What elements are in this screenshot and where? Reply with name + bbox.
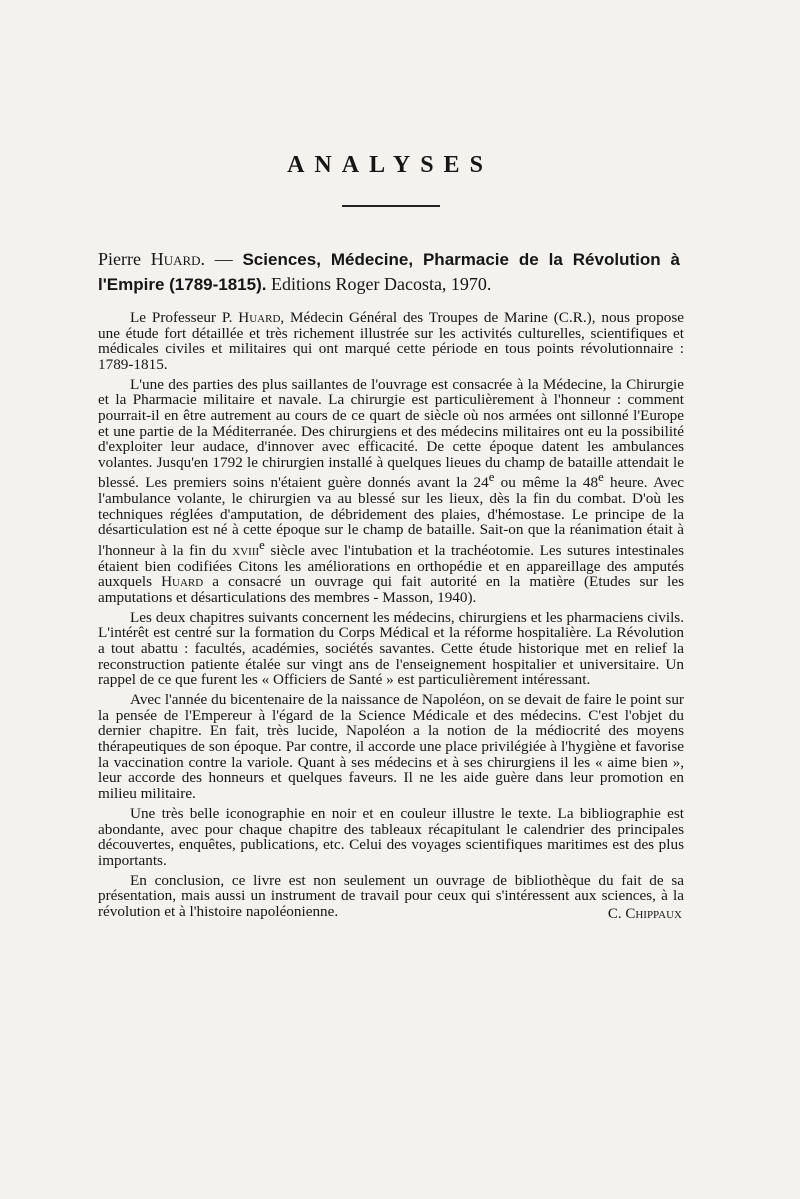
paragraph-2-text-b: ou même la 48 bbox=[494, 474, 599, 492]
paragraph-1-text-b: , Médecin Général des Troupes de Marine (C.R.), nous propose une étude fort détaillée et très richement illustrée sur les activités culturelles, scientifiques et médicales civiles et militaires qui ont marqué cette période en tous points révolutionnaire : 1789-1815. bbox=[98, 309, 684, 373]
paragraph-1 bbox=[98, 310, 684, 372]
reviewer-signature bbox=[560, 906, 682, 923]
paragraph-1-text-a: Le Professeur P. bbox=[130, 309, 239, 326]
paragraph-3: Les deux chapitres suivants concernent les médecins, chirurgiens et les pharmaciens civils. L'intérêt est centré sur la formation du Corps Médical et la réforme hospitalière. La Révolution a tout abattu : facultés, académies, sociétés savantes. Cette étude historique met en relief la reconstruction patiente étalée sur vingt ans de l'enseignement hospitalier et universitaire. Un rappel de ce que furent les « Officiers de Santé » est particulièrement intéressant. bbox=[98, 608, 684, 689]
heading-divider bbox=[342, 205, 440, 207]
review-body bbox=[98, 310, 684, 924]
signature-name: Chippaux bbox=[625, 906, 682, 922]
paragraph-2-century: xviii bbox=[232, 541, 260, 559]
paragraph-2-text-c: heure. Avec l'ambulance volante, le chirurgien va au blessé sur les lieux, dès la fin du combat. D'où les techniques réglées d'amputation, de débridement des plaies, d'hémostase. Le principe de la désarticulation est né à cette époque sur le champ de bataille. Sait-on que la réanimation était à l'honneur à la fin du bbox=[98, 474, 684, 559]
paragraph-5: Une très belle iconographie en noir et en couleur illustre le texte. La bibliographie est abondante, avec pour chaque chapitre des tableaux récapitulant le calendrier des principales découvertes, enquêtes, publications, etc. Celui des voyages scientifiques maritimes est des plus importants. bbox=[98, 804, 684, 869]
paragraph-2-text-a: L'une des parties des plus saillantes de l'ouvrage est consacrée à la Médecine, la Chirurgie et la Pharmacie militaire et navale. La chirurgie est particulièrement à l'honneur : comment pourrait-il en être autrement au cours de ce quart de siècle où nos armées ont sillonné l'Europe et une partie de la Méditerranée. Des chirurgiens et des médecins militaires ont eu la possibilité d'exploiter leur audace, d'innover avec efficacité. De cette époque datent les ambulances volantes. Jusqu'en 1792 le chirurgien installé à quelques lieues du champ de bataille attendait le blessé. Les premiers soins n'étaient guère donnés avant la 24 bbox=[98, 375, 684, 492]
paragraph-4: Avec l'année du bicentenaire de la naissance de Napoléon, on se devait de faire le point sur la pensée de l'Empereur à l'égard de la Science Médicale et des médecins. C'est l'objet du dernier chapitre. En fait, très lucide, Napoléon a la notion de la médiocrité des moyens thérapeutiques de son époque. Par contre, il accorde une place privilégiée à l'hygiène et favorise la vaccination contre la variole. Quant à ses médecins et à ses chirurgiens il les « aime bien », leur accorde des honneurs et quelques faveurs. Il ne les aide guère dans leur promotion en milieu militaire. bbox=[98, 691, 684, 802]
paragraph-1-author-name: Huard bbox=[238, 309, 281, 326]
author-last-name: Huard bbox=[150, 249, 201, 269]
paragraph-2-superscript-2: e bbox=[598, 470, 604, 485]
author-first-name: Pierre bbox=[98, 249, 141, 269]
paragraph-2-text-e: a consacré un ouvrage qui fait autorité en la matière (Etudes sur les amputations et désarticulations des membres - Masson, 1940). bbox=[98, 573, 684, 606]
section-heading: ANALYSES bbox=[287, 152, 493, 178]
paragraph-2-superscript-3: e bbox=[259, 537, 265, 552]
article-citation bbox=[98, 247, 680, 297]
paragraph-6: En conclusion, ce livre est non seulement un ouvrage de bibliothèque du fait de sa présentation, mais aussi un instrument de travail pour ceux qui s'intéressent aux sciences, à la révolution et à l'histoire napoléonienne. bbox=[98, 871, 684, 920]
paragraph-2-author-name: Huard bbox=[161, 573, 204, 591]
citation-dash: . — bbox=[200, 249, 243, 269]
book-title: Sciences, Médecine, Pharmacie de la Révolution à l'Empire (1789-1815). bbox=[98, 250, 681, 294]
book-publisher: Editions Roger Dacosta, 1970. bbox=[270, 274, 492, 294]
paragraph-2 bbox=[98, 377, 684, 605]
signature-initial: C. bbox=[607, 906, 626, 922]
paragraph-2-text-d: siècle avec l'intubation et la trachéotomie. Les sutures intestinales étaient bien codifiées Citons les améliorations en orthopédie et en appareillage des amputés auxquels bbox=[98, 541, 684, 591]
paragraph-2-superscript-1: e bbox=[488, 470, 495, 485]
